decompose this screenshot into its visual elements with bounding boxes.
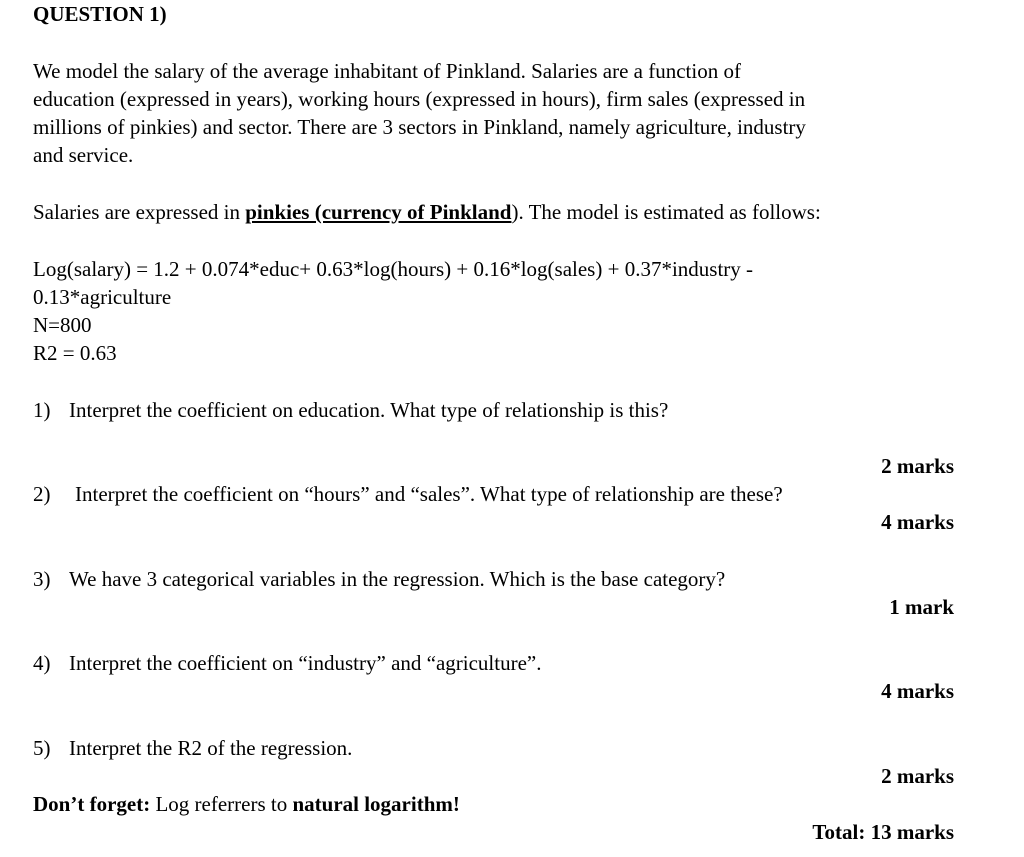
currency-link[interactable]: pinkies (currency of Pinkland (245, 200, 512, 224)
question-text: Interpret the coefficient on education. What type of relationship is this? (69, 398, 669, 422)
total-marks: Total: 13 marks (812, 820, 954, 844)
question-text: Interpret the R2 of the regression. (69, 736, 353, 760)
intro-line-3: millions of pinkies) and sector. There are 3 sectors in Pinkland, namely agriculture, industry (33, 115, 806, 139)
model-equation-line-1: Log(salary) = 1.2 + 0.074*educ+ 0.63*log(hours) + 0.16*log(sales) + 0.37*industry - (33, 257, 754, 281)
intro-line-1: We model the salary of the average inhabitant of Pinkland. Salaries are a function of (33, 59, 741, 83)
marks-label: 2 marks (881, 764, 954, 788)
question-number: 1) (33, 398, 51, 422)
model-equation-line-2: 0.13*agriculture (33, 285, 172, 309)
marks-label: 4 marks (881, 679, 954, 703)
currency-text-before: Salaries are expressed in (33, 200, 246, 224)
reminder-note (33, 790, 460, 818)
intro-line-4: and service. (33, 143, 134, 167)
question-item-4 (33, 649, 541, 677)
question-heading: QUESTION 1) (33, 2, 167, 26)
question-text: We have 3 categorical variables in the regression. Which is the base category? (69, 567, 726, 591)
question-number: 5) (33, 736, 51, 760)
currency-sentence (33, 198, 821, 226)
question-item-5 (33, 734, 352, 762)
reminder-label: Don’t forget: (33, 792, 151, 816)
reminder-text: Log referrers to (150, 792, 293, 816)
r-squared: R2 = 0.63 (33, 341, 117, 365)
reminder-emphasis: natural logarithm! (292, 792, 460, 816)
question-number: 3) (33, 567, 51, 591)
sample-size: N=800 (33, 313, 92, 337)
question-text: Interpret the coefficient on “hours” and “sales”. What type of relationship are these? (75, 482, 783, 506)
question-item-1 (33, 396, 668, 424)
question-number: 2) (33, 482, 51, 506)
intro-line-2: education (expressed in years), working hours (expressed in hours), firm sales (expressed in (33, 87, 806, 111)
question-item-2 (33, 480, 783, 508)
currency-text-after: ). The model is estimated as follows: (511, 200, 821, 224)
marks-label: 1 mark (889, 595, 954, 619)
question-number: 4) (33, 651, 51, 675)
marks-label: 2 marks (881, 454, 954, 478)
question-text: Interpret the coefficient on “industry” and “agriculture”. (69, 651, 542, 675)
marks-label: 4 marks (881, 510, 954, 534)
question-item-3 (33, 565, 725, 593)
